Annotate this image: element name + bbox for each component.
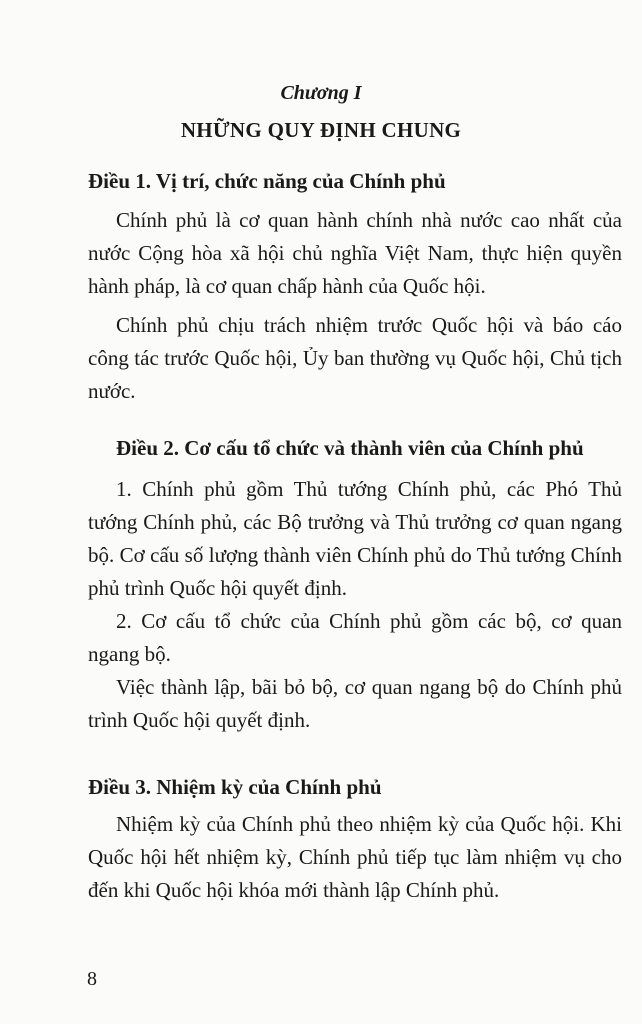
article-2-paragraph-1: 1. Chính phủ gồm Thủ tướng Chính phủ, các Phó Thủ tướng Chính phủ, các Bộ trưởng và Thủ trưởng cơ quan ngang bộ. Cơ cấu số lượng thành viên Chính phủ do Thủ tướng Chính phủ trình Quốc hội quyết định.: [88, 477, 622, 600]
article-3-heading: Điều 3. Nhiệm kỳ của Chính phủ: [88, 775, 382, 799]
article-3-paragraph-1: Nhiệm kỳ của Chính phủ theo nhiệm kỳ của Quốc hội. Khi Quốc hội hết nhiệm kỳ, Chính phủ tiếp tục làm nhiệm vụ cho đến khi Quốc hội khóa mới thành lập Chính phủ.: [88, 812, 622, 902]
article-1-paragraph-2: Chính phủ chịu trách nhiệm trước Quốc hội và báo cáo công tác trước Quốc hội, Ủy ban thường vụ Quốc hội, Chủ tịch nước.: [88, 313, 622, 403]
article-1: [88, 165, 622, 408]
article-2-paragraph-3: Việc thành lập, bãi bỏ bộ, cơ quan ngang bộ do Chính phủ trình Quốc hội quyết định.: [88, 675, 622, 732]
page-number: 8: [87, 968, 97, 990]
article-2-heading: Điều 2. Cơ cấu tổ chức và thành viên của Chính phủ: [116, 436, 584, 460]
article-2: [88, 432, 622, 737]
article-1-heading: Điều 1. Vị trí, chức năng của Chính phủ: [88, 169, 446, 193]
chapter-label: Chương I: [280, 82, 362, 104]
article-1-paragraph-1: Chính phủ là cơ quan hành chính nhà nước cao nhất của nước Cộng hòa xã hội chủ nghĩa Việt Nam, thực hiện quyền hành pháp, là cơ quan chấp hành của Quốc hội.: [88, 208, 622, 298]
chapter-title: NHỮNG QUY ĐỊNH CHUNG: [180, 118, 462, 142]
article-3: [88, 771, 622, 907]
article-2-paragraph-2: 2. Cơ cấu tổ chức của Chính phủ gồm các bộ, cơ quan ngang bộ.: [88, 609, 622, 666]
